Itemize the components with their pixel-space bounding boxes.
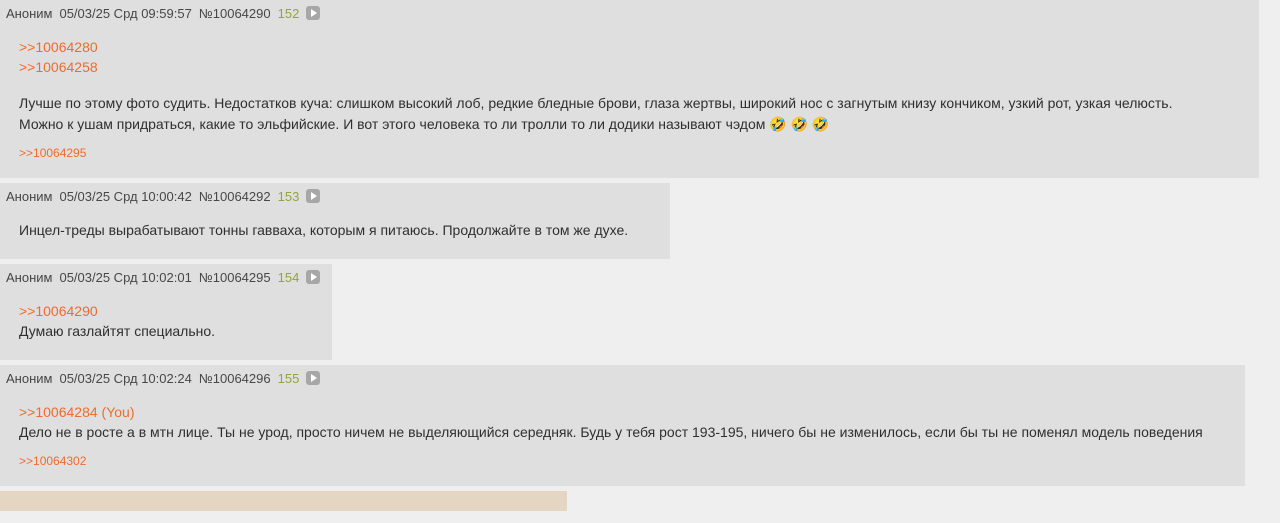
post-header — [6, 370, 1233, 386]
post-number-link[interactable]: №10064296 — [198, 370, 271, 386]
post — [0, 183, 670, 259]
post-message — [19, 402, 1203, 468]
post-ordinal[interactable]: 154 — [277, 269, 300, 285]
play-triangle-icon — [311, 374, 317, 382]
play-icon[interactable] — [306, 270, 320, 284]
post-header — [6, 269, 320, 285]
reply-quote-link[interactable]: >>10064280 — [19, 39, 98, 55]
post-datetime: 05/03/25 Срд 10:00:42 — [59, 188, 192, 204]
play-icon[interactable] — [306, 6, 320, 20]
play-triangle-icon — [311, 273, 317, 281]
post — [0, 365, 1245, 486]
play-icon[interactable] — [306, 189, 320, 203]
post-text: Инцел-треды вырабатывают тонны гавваха, которым я питаюсь. Продолжайте в том же духе. — [19, 222, 629, 238]
play-icon[interactable] — [306, 371, 320, 385]
post-message — [19, 220, 628, 241]
post-number-link[interactable]: №10064292 — [198, 188, 271, 204]
post-text: Лучше по этому фото судить. Недостатков куча: слишком высокий лоб, редкие бледные брови, глаза жертвы, широкий нос с загнутым книзу кончиком, узкий рот, узкая челюсть. Можно к ушам придраться, какие то эльфийские. И вот этого человека то ли тролли то ли додики называют чэдом 🤣 🤣 🤣 — [19, 95, 1173, 132]
post-header — [6, 5, 1247, 21]
post-message — [19, 301, 290, 342]
post-message — [19, 37, 1217, 160]
post-ordinal[interactable]: 153 — [277, 188, 300, 204]
post-text: Дело не в росте а в мтн лице. Ты не урод, просто ничем не выделяющийся середняк. Будь у тебя рост 193-195, ничего бы не изменилось, если бы ты не поменял модель поведения — [19, 424, 1203, 440]
reply-quote-link[interactable]: >>10064258 — [19, 59, 98, 75]
reply-quote-link[interactable]: >>10064284 (You) — [19, 404, 135, 420]
backlink[interactable]: >>10064295 — [19, 146, 87, 160]
poster-name: Аноним — [6, 188, 53, 204]
highlighted-post-cutoff — [0, 491, 567, 511]
replies-map — [19, 145, 1217, 160]
reply-quote-link[interactable]: >>10064290 — [19, 303, 98, 319]
post-datetime: 05/03/25 Срд 09:59:57 — [59, 5, 192, 21]
post-ordinal[interactable]: 152 — [277, 5, 300, 21]
poster-name: Аноним — [6, 269, 53, 285]
post-ordinal[interactable]: 155 — [277, 370, 300, 386]
post-number-link[interactable]: №10064290 — [198, 5, 271, 21]
post — [0, 264, 332, 360]
post-number-link[interactable]: №10064295 — [198, 269, 271, 285]
post — [0, 0, 1259, 178]
backlink[interactable]: >>10064302 — [19, 454, 87, 468]
post-datetime: 05/03/25 Срд 10:02:24 — [59, 370, 192, 386]
replies-map — [19, 453, 1203, 468]
poster-name: Аноним — [6, 5, 53, 21]
poster-name: Аноним — [6, 370, 53, 386]
play-triangle-icon — [311, 192, 317, 200]
play-triangle-icon — [311, 9, 317, 17]
post-datetime: 05/03/25 Срд 10:02:01 — [59, 269, 192, 285]
post-text: Думаю газлайтят специально. — [19, 323, 216, 339]
post-header — [6, 188, 658, 204]
